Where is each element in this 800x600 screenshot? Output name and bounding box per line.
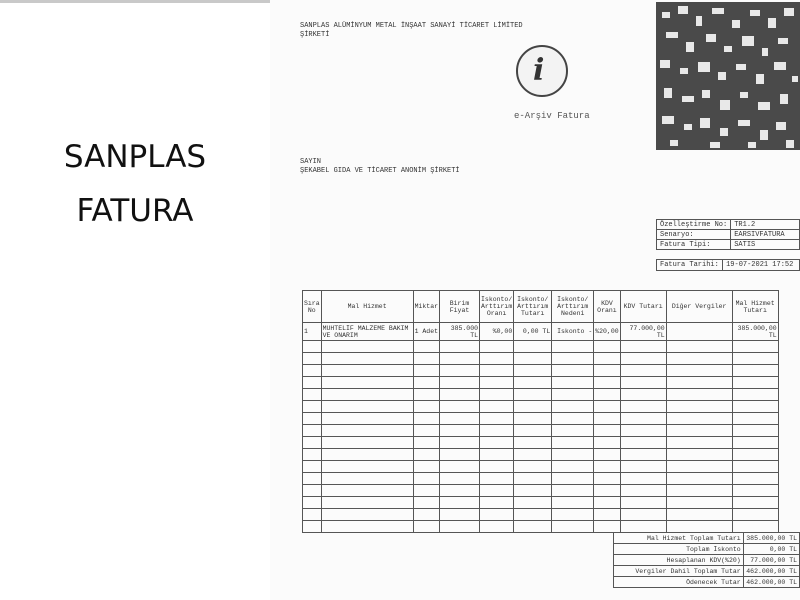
empty-cell bbox=[552, 413, 594, 425]
empty-cell bbox=[303, 389, 322, 401]
empty-table-row bbox=[303, 353, 779, 365]
empty-cell bbox=[480, 497, 514, 509]
empty-cell bbox=[732, 341, 778, 353]
totals-row bbox=[614, 555, 800, 566]
empty-cell bbox=[514, 413, 552, 425]
empty-cell bbox=[514, 425, 552, 437]
invoice-date-table bbox=[656, 259, 800, 271]
empty-cell bbox=[413, 401, 439, 413]
empty-cell bbox=[480, 413, 514, 425]
empty-cell bbox=[594, 461, 620, 473]
empty-cell bbox=[480, 341, 514, 353]
invoice-meta-table bbox=[656, 219, 800, 250]
col-tutar: Mal Hizmet Tutarı bbox=[732, 291, 778, 323]
empty-cell bbox=[480, 461, 514, 473]
empty-cell bbox=[594, 473, 620, 485]
cell-mal-hizmet: MUHTELİF MALZEME BAKIM VE ONARIM bbox=[321, 323, 413, 341]
empty-cell bbox=[514, 401, 552, 413]
empty-cell bbox=[440, 473, 480, 485]
empty-cell bbox=[480, 485, 514, 497]
empty-cell bbox=[321, 485, 413, 497]
totals-table bbox=[613, 532, 800, 588]
empty-cell bbox=[413, 461, 439, 473]
cell-birim-fiyat: 385.000 TL bbox=[440, 323, 480, 341]
empty-cell bbox=[303, 377, 322, 389]
total-label: Vergiler Dahil Toplam Tutar bbox=[614, 566, 744, 577]
empty-cell bbox=[732, 473, 778, 485]
total-value: 462.000,00 TL bbox=[743, 566, 799, 577]
empty-cell bbox=[514, 497, 552, 509]
empty-cell bbox=[594, 485, 620, 497]
empty-cell bbox=[514, 473, 552, 485]
empty-table-row bbox=[303, 341, 779, 353]
totals-row bbox=[614, 544, 800, 555]
empty-table-row bbox=[303, 413, 779, 425]
empty-cell bbox=[594, 509, 620, 521]
document-type: e-Arşiv Fatura bbox=[514, 111, 590, 121]
recipient-name: ŞEKABEL GIDA VE TİCARET ANONİM ŞİRKETİ bbox=[300, 167, 460, 175]
totals-row bbox=[614, 533, 800, 544]
empty-cell bbox=[440, 461, 480, 473]
empty-cell bbox=[552, 401, 594, 413]
empty-cell bbox=[321, 341, 413, 353]
empty-cell bbox=[480, 389, 514, 401]
meta-row bbox=[657, 220, 800, 230]
empty-cell bbox=[666, 449, 732, 461]
empty-cell bbox=[514, 377, 552, 389]
empty-cell bbox=[321, 521, 413, 533]
cell-iskonto-orani: %0,00 bbox=[480, 323, 514, 341]
empty-cell bbox=[514, 461, 552, 473]
empty-cell bbox=[552, 437, 594, 449]
empty-cell bbox=[440, 497, 480, 509]
empty-cell bbox=[321, 437, 413, 449]
empty-cell bbox=[552, 425, 594, 437]
empty-cell bbox=[480, 437, 514, 449]
empty-cell bbox=[514, 353, 552, 365]
empty-cell bbox=[552, 521, 594, 533]
slide-title bbox=[0, 130, 270, 238]
empty-table-row bbox=[303, 425, 779, 437]
empty-cell bbox=[413, 425, 439, 437]
empty-cell bbox=[594, 437, 620, 449]
empty-cell bbox=[303, 425, 322, 437]
empty-cell bbox=[666, 353, 732, 365]
total-label: Hesaplanan KDV(%20) bbox=[614, 555, 744, 566]
empty-cell bbox=[732, 437, 778, 449]
empty-cell bbox=[666, 401, 732, 413]
col-sira: Sıra No bbox=[303, 291, 322, 323]
items-table bbox=[302, 290, 779, 533]
empty-cell bbox=[732, 377, 778, 389]
empty-cell bbox=[732, 413, 778, 425]
empty-cell bbox=[321, 497, 413, 509]
empty-cell bbox=[321, 425, 413, 437]
empty-cell bbox=[732, 365, 778, 377]
empty-cell bbox=[620, 365, 666, 377]
empty-cell bbox=[413, 389, 439, 401]
empty-cell bbox=[413, 521, 439, 533]
col-miktar: Miktar bbox=[413, 291, 439, 323]
empty-cell bbox=[440, 485, 480, 497]
empty-cell bbox=[480, 377, 514, 389]
empty-cell bbox=[303, 365, 322, 377]
empty-cell bbox=[514, 485, 552, 497]
empty-cell bbox=[440, 413, 480, 425]
empty-table-row bbox=[303, 377, 779, 389]
empty-cell bbox=[620, 341, 666, 353]
total-label: Mal Hizmet Toplam Tutarı bbox=[614, 533, 744, 544]
empty-cell bbox=[440, 449, 480, 461]
total-label: Toplam İskonto bbox=[614, 544, 744, 555]
empty-cell bbox=[732, 521, 778, 533]
empty-cell bbox=[303, 461, 322, 473]
empty-cell bbox=[732, 497, 778, 509]
empty-cell bbox=[514, 437, 552, 449]
total-value: 462.000,00 TL bbox=[743, 577, 799, 588]
empty-cell bbox=[666, 485, 732, 497]
empty-cell bbox=[620, 497, 666, 509]
meta-label: Fatura Tipi: bbox=[657, 240, 731, 250]
empty-cell bbox=[594, 449, 620, 461]
empty-cell bbox=[413, 353, 439, 365]
col-mal-hizmet: Mal Hizmet bbox=[321, 291, 413, 323]
empty-cell bbox=[440, 377, 480, 389]
empty-cell bbox=[440, 389, 480, 401]
empty-cell bbox=[732, 449, 778, 461]
empty-cell bbox=[514, 509, 552, 521]
empty-cell bbox=[303, 509, 322, 521]
meta-label: Özelleştirme No: bbox=[657, 220, 731, 230]
empty-cell bbox=[440, 341, 480, 353]
empty-table-row bbox=[303, 473, 779, 485]
empty-cell bbox=[303, 497, 322, 509]
empty-cell bbox=[303, 437, 322, 449]
empty-table-row bbox=[303, 461, 779, 473]
empty-cell bbox=[552, 485, 594, 497]
cell-iskonto-tutari: 0,00 TL bbox=[514, 323, 552, 341]
empty-cell bbox=[303, 413, 322, 425]
empty-cell bbox=[552, 497, 594, 509]
col-iskonto-tutari: İskonto/ Arttırım Tutarı bbox=[514, 291, 552, 323]
empty-table-row bbox=[303, 497, 779, 509]
empty-cell bbox=[303, 341, 322, 353]
empty-cell bbox=[552, 353, 594, 365]
empty-cell bbox=[594, 365, 620, 377]
empty-cell bbox=[480, 365, 514, 377]
empty-table-row bbox=[303, 521, 779, 533]
col-birim-fiyat: Birim Fiyat bbox=[440, 291, 480, 323]
gib-seal-logo: i bbox=[516, 45, 568, 97]
empty-cell bbox=[440, 437, 480, 449]
meta-row bbox=[657, 240, 800, 250]
empty-cell bbox=[321, 509, 413, 521]
empty-cell bbox=[303, 449, 322, 461]
empty-cell bbox=[620, 449, 666, 461]
empty-cell bbox=[552, 389, 594, 401]
empty-cell bbox=[303, 401, 322, 413]
empty-cell bbox=[514, 389, 552, 401]
empty-cell bbox=[666, 377, 732, 389]
col-diger-vergiler: Diğer Vergiler bbox=[666, 291, 732, 323]
empty-cell bbox=[620, 521, 666, 533]
empty-cell bbox=[552, 473, 594, 485]
empty-cell bbox=[620, 461, 666, 473]
empty-cell bbox=[594, 377, 620, 389]
meta-value: EARSIVFATURA bbox=[731, 230, 800, 240]
empty-cell bbox=[552, 461, 594, 473]
empty-cell bbox=[620, 425, 666, 437]
meta-value: TR1.2 bbox=[731, 220, 800, 230]
slide-title-line1: SANPLAS bbox=[63, 139, 207, 175]
empty-cell bbox=[666, 509, 732, 521]
col-iskonto-nedeni: İskonto/ Arttırım Nedeni bbox=[552, 291, 594, 323]
empty-cell bbox=[480, 509, 514, 521]
empty-cell bbox=[594, 389, 620, 401]
empty-cell bbox=[666, 497, 732, 509]
empty-cell bbox=[732, 389, 778, 401]
total-value: 0,00 TL bbox=[743, 544, 799, 555]
empty-cell bbox=[440, 509, 480, 521]
empty-cell bbox=[440, 365, 480, 377]
empty-cell bbox=[620, 473, 666, 485]
empty-cell bbox=[552, 365, 594, 377]
total-value: 77.000,00 TL bbox=[743, 555, 799, 566]
sender-name: SANPLAS ALÜMİNYUM METAL İNŞAAT SANAYİ TİCARET LİMİTED ŞİRKETİ bbox=[300, 22, 523, 39]
empty-cell bbox=[303, 353, 322, 365]
recipient-block bbox=[300, 158, 460, 176]
empty-cell bbox=[732, 461, 778, 473]
empty-cell bbox=[666, 389, 732, 401]
slide-title-line2: FATURA bbox=[76, 193, 194, 229]
empty-cell bbox=[666, 437, 732, 449]
empty-cell bbox=[480, 521, 514, 533]
empty-cell bbox=[620, 485, 666, 497]
empty-cell bbox=[321, 401, 413, 413]
empty-cell bbox=[666, 365, 732, 377]
empty-cell bbox=[413, 365, 439, 377]
empty-cell bbox=[480, 401, 514, 413]
cell-kdv-orani: %20,00 bbox=[594, 323, 620, 341]
empty-cell bbox=[321, 461, 413, 473]
empty-cell bbox=[552, 377, 594, 389]
totals-row bbox=[614, 566, 800, 577]
empty-cell bbox=[321, 449, 413, 461]
empty-cell bbox=[666, 341, 732, 353]
empty-cell bbox=[413, 377, 439, 389]
qr-code bbox=[656, 2, 800, 150]
empty-cell bbox=[620, 509, 666, 521]
empty-table-row bbox=[303, 485, 779, 497]
empty-cell bbox=[303, 473, 322, 485]
empty-cell bbox=[413, 497, 439, 509]
empty-cell bbox=[480, 449, 514, 461]
empty-cell bbox=[321, 353, 413, 365]
cell-iskonto-nedeni: İskonto - bbox=[552, 323, 594, 341]
empty-cell bbox=[321, 413, 413, 425]
total-value: 385.000,00 TL bbox=[743, 533, 799, 544]
col-kdv-tutari: KDV Tutarı bbox=[620, 291, 666, 323]
empty-table-row bbox=[303, 449, 779, 461]
empty-cell bbox=[620, 389, 666, 401]
empty-cell bbox=[594, 497, 620, 509]
empty-cell bbox=[732, 485, 778, 497]
empty-cell bbox=[514, 341, 552, 353]
cell-kdv-tutari: 77.000,00 TL bbox=[620, 323, 666, 341]
empty-table-row bbox=[303, 401, 779, 413]
col-kdv-orani: KDV Oranı bbox=[594, 291, 620, 323]
empty-table-row bbox=[303, 437, 779, 449]
empty-cell bbox=[620, 413, 666, 425]
empty-cell bbox=[666, 425, 732, 437]
empty-cell bbox=[666, 473, 732, 485]
cell-tutar: 385.000,00 TL bbox=[732, 323, 778, 341]
empty-cell bbox=[732, 425, 778, 437]
empty-cell bbox=[552, 341, 594, 353]
empty-cell bbox=[594, 425, 620, 437]
empty-cell bbox=[552, 509, 594, 521]
empty-cell bbox=[620, 401, 666, 413]
empty-cell bbox=[594, 341, 620, 353]
empty-cell bbox=[594, 353, 620, 365]
empty-cell bbox=[480, 425, 514, 437]
empty-cell bbox=[440, 401, 480, 413]
empty-cell bbox=[480, 473, 514, 485]
empty-cell bbox=[594, 401, 620, 413]
empty-cell bbox=[413, 509, 439, 521]
meta-value: SATIS bbox=[731, 240, 800, 250]
empty-cell bbox=[594, 521, 620, 533]
totals-row bbox=[614, 577, 800, 588]
invoice-scan bbox=[270, 0, 800, 600]
total-label: Ödenecek Tutar bbox=[614, 577, 744, 588]
empty-cell bbox=[514, 521, 552, 533]
empty-cell bbox=[321, 389, 413, 401]
cell-diger-vergiler bbox=[666, 323, 732, 341]
empty-cell bbox=[620, 437, 666, 449]
table-row bbox=[303, 323, 779, 341]
empty-cell bbox=[321, 473, 413, 485]
empty-cell bbox=[321, 365, 413, 377]
empty-cell bbox=[413, 341, 439, 353]
empty-cell bbox=[413, 485, 439, 497]
empty-cell bbox=[440, 425, 480, 437]
empty-cell bbox=[620, 353, 666, 365]
empty-table-row bbox=[303, 509, 779, 521]
empty-cell bbox=[303, 521, 322, 533]
empty-cell bbox=[732, 509, 778, 521]
empty-cell bbox=[321, 377, 413, 389]
empty-cell bbox=[594, 413, 620, 425]
date-value: 19-07-2021 17:52 bbox=[723, 260, 800, 271]
date-label: Fatura Tarihi: bbox=[657, 260, 723, 271]
col-iskonto-orani: İskonto/ Arttırım Oranı bbox=[480, 291, 514, 323]
empty-cell bbox=[480, 353, 514, 365]
empty-cell bbox=[666, 461, 732, 473]
empty-cell bbox=[666, 521, 732, 533]
meta-label: Senaryo: bbox=[657, 230, 731, 240]
empty-cell bbox=[413, 413, 439, 425]
empty-cell bbox=[732, 401, 778, 413]
empty-table-row bbox=[303, 365, 779, 377]
empty-cell bbox=[440, 521, 480, 533]
empty-cell bbox=[552, 449, 594, 461]
empty-cell bbox=[666, 413, 732, 425]
empty-cell bbox=[620, 377, 666, 389]
empty-cell bbox=[413, 449, 439, 461]
empty-cell bbox=[514, 365, 552, 377]
empty-cell bbox=[514, 449, 552, 461]
recipient-label: SAYIN bbox=[300, 158, 322, 166]
empty-table-row bbox=[303, 389, 779, 401]
cell-miktar: 1 Adet bbox=[413, 323, 439, 341]
cell-sira: 1 bbox=[303, 323, 322, 341]
empty-cell bbox=[413, 437, 439, 449]
empty-cell bbox=[732, 353, 778, 365]
empty-cell bbox=[413, 473, 439, 485]
meta-row bbox=[657, 230, 800, 240]
empty-cell bbox=[303, 485, 322, 497]
empty-cell bbox=[440, 353, 480, 365]
items-header-row bbox=[303, 291, 779, 323]
